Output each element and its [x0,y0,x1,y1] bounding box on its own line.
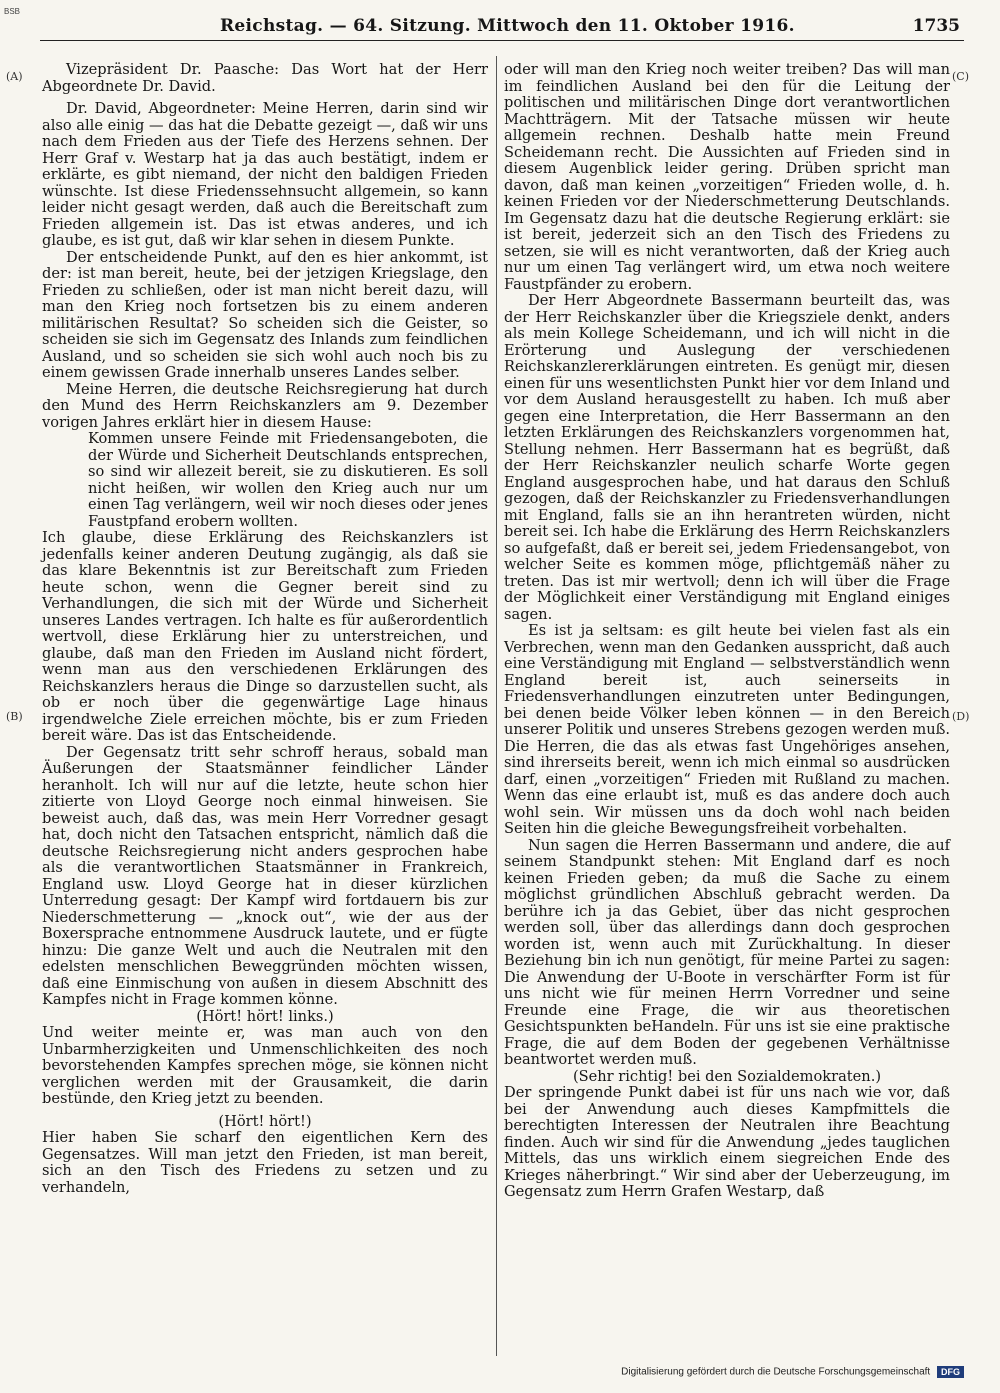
paragraph: oder will man den Krieg noch weiter treiben? Das will man im feindlichen Ausland bei den für die Leitung der politischen und militärischen Dinge dort verantwortlichen Machtträgern. Mit der Tatsache müssen wir heute allgemein rechnen. Deshalb hatte mein Freund Scheidemann recht. Die Aussichten auf Frieden sind in diesem Augenblick leider gering. Drüben spricht man davon, daß man keinen „vorzeitigen“ Frieden wolle, d. h. keinen Frieden vor der Niederschmetterung Deutschlands. Im Gegensatz dazu hat die deutsche Regierung erklärt: sie ist bereit, jederzeit sich an den Tisch des Friedens zu setzen, sie will es nicht verantworten, daß der Krieg auch nur um einen Tag verlängert wird, um etwa noch weitere Faustpfänder zu erobern. [504,61,950,293]
column-divider [496,56,497,1356]
paragraph: Der entscheidende Punkt, auf den es hier ankommt, ist der: ist man bereit, heute, bei der jetzigen Kriegslage, den Frieden zu schließen, oder ist man nicht bereit dazu, will man den Krieg noch fortsetzen bis zu einem anderen militärischen Resultat? So scheiden sich die Geister, so scheiden sie sich im Gegensatz des Inlands zum feindlichen Ausland, und so scheiden sie sich wohl auch noch bis zu einem gewissen Grade innerhalb unseres Landes selber. [42,248,488,381]
page-header [40,14,964,41]
paragraph: Der Gegensatz tritt sehr schroff heraus, sobald man Äußerungen der Staatsmänner feindlicher Länder heranholt. Ich will nur auf die letzte, heute schon hier zitierte von Lloyd George noch einmal hinweisen. Sie beweist auch, daß das, was mein Herr Vorredner gesagt hat, doch nicht den Tatsachen entspricht, nämlich daß die deutsche Reichsregierung nicht anders gesprochen habe als die verantwortlichen Staatsmänner in Frankreich, England usw. Lloyd George hat in dieser kürzlichen Unterredung gesagt: Der Kampf wird fortdauern bis zur Niederschmetterung — „knock out“, wie der aus der Boxersprache entnommene Ausdruck lautete, und er fügte hinzu: Die ganze Welt und auch die Neutralen mit den edelsten menschlichen Beweggründen möchten wissen, daß eine Einmischung von außen in diesem Abschnitt des Kampfes nicht in Frage kommen könne. [42,743,488,1008]
paragraph: Ich glaube, diese Erklärung des Reichskanzlers ist jedenfalls keiner anderen Deutung zugängig, als daß sie das klare Bekenntnis ist zur Bereitschaft zum Frieden heute schon, wenn die Gegner bereit sind zu Verhandlungen, die sich mit der Würde und Sicherheit unseres Landes vertragen. Ich halte es für außerordentlich wertvoll, diese Erklärung hier zu unterstreichen, und glaube, daß man den Frieden im Ausland nicht fördert, wenn man aus den verschiedenen Erklärungen des Reichskanzlers heraus die Dinge so darzustellen sucht, als ob er noch über die gegenwärtige Lage hinaus irgendwelche Ziele erreichen möchte, bis er zum Frieden bereit wäre. Das ist das Entscheidende. [42,529,488,744]
margin-mark-d: (D) [952,710,970,723]
paragraph: Dr. David, Abgeordneter: Meine Herren, darin sind wir also alle einig — das hat die Debatte gezeigt —, daß wir uns nach dem Frieden aus der Tiefe des Herzens sehnen. Der Herr Graf v. Westarp hat ja das auch bestätigt, indem er erklärte, es gibt niemand, der nicht den baldigen Frieden wünschte. Ist diese Friedenssehnsucht allgemein, so kann leider nicht gesagt werden, daß auch die Bereitschaft zum Frieden allgemein ist. Das ist etwas anderes, und ich glaube, es ist gut, daß wir klar sehen in diesem Punkte. [42,100,488,249]
paragraph: Meine Herren, die deutsche Reichsregierung hat durch den Mund des Herrn Reichskanzlers am 9. Dezember vorigen Jahres erklärt hier in diesem Hause: [42,380,488,431]
interjection: (Hört! hört!) [218,1112,312,1130]
paragraph: Nun sagen die Herren Bassermann und andere, die auf seinem Standpunkt stehen: Mit England darf es noch keinen Frieden geben; da muß die Sache zu einem möglichst gründlichen Abschluß gebracht werden. Da berühre ich ja das Gebiet, über das nicht gesprochen werden soll, über das allerdings dann doch gesprochen worden ist, wenn auch mit Zurückhaltung. In dieser Beziehung bin ich nun genötigt, für meine Partei zu sagen: Die Anwendung der U-Boote in verschärfter Form ist für uns nicht wie für meinen Herrn Vorredner und seine Freunde eine Frage, die wir aus theoretischen Gesichtspunkten beHandeln. Für uns ist sie eine praktische Frage, die auf dem Boden der gegebenen Verhältnisse beantwortet werden muß. [504,836,950,1068]
dfg-logo: DFG [937,1366,964,1378]
library-mark: BSB [4,7,21,16]
right-column [504,62,950,1201]
left-column [42,62,488,1196]
footer-text: Digitalisierung gefördert durch die Deutsche Forschungsgemeinschaft [621,1366,931,1378]
paragraph: Der springende Punkt dabei ist für uns nach wie vor, daß bei der Anwendung auch dieses Kampfmittels die berechtigten Interessen der Neutralen ihre Beachtung finden. Auch wir sind für die Anwendung „jedes tauglichen Mittels, das uns wirklich einem siegreichen Ende des Krieges näherbringt.“ Wir sind aber der Ueberzeugung, im Gegensatz zum Herrn Grafen Westarp, daß [504,1084,950,1200]
page-number: 1735 [912,16,960,36]
quotation: Kommen unsere Feinde mit Friedensangeboten, die der Würde und Sicherheit Deutschlands entsprechen, so sind wir allezeit bereit, sie zu diskutieren. Es soll nicht heißen, wir wollen den Krieg auch nur um einen Tag verlängern, weil wir noch dieses oder jenes Faustpfand erobern wollten. [88,430,488,530]
paragraph: Hier haben Sie scharf den eigentlichen Kern des Gegensatzes. Will man jetzt den Frieden, ist man bereit, sich an den Tisch des Friedens zu setzen und zu verhandeln, [42,1129,488,1196]
paragraph: Und weiter meinte er, was man auch von den Unbarmherzigkeiten und Unmenschlichkeiten des noch bevorstehenden Kampfes sprechen möge, sie können nicht verglichen werden mit der Grausamkeit, die darin bestünde, den Krieg jetzt zu beenden. [42,1024,488,1107]
footer [621,1366,964,1378]
running-headline: Reichstag. — 64. Sitzung. Mittwoch den 11. Oktober 1916. [220,16,795,36]
paragraph: Es ist ja seltsam: es gilt heute bei vielen fast als ein Verbrechen, wenn man den Gedanken ausspricht, daß auch eine Verständigung mit England — selbstverständlich wenn England bereit ist, auch seinerseits in Friedensverhandlungen einzutreten unter Bedingungen, bei denen beide Völker leben können — in den Bereich unserer Politik und unseres Strebens gezogen werden muß. Die Herren, die das als etwas fast Ungehöriges ansehen, sind ihrerseits bereit, wenn ich mich einmal so ausdrücken darf, einen „vorzeitigen“ Frieden mit Rußland zu machen. Wenn das eine erlaubt ist, muß es das andere doch auch wohl sein. Wir müssen uns da doch wohl nach beiden Seiten hin die gleiche Bewegungsfreiheit vorbehalten. [504,622,950,837]
interjection: (Hört! hört! links.) [196,1007,334,1025]
margin-mark-b: (B) [6,710,23,723]
interjection: (Sehr richtig! bei den Sozialdemokraten.) [572,1067,882,1085]
margin-mark-a: (A) [6,70,23,83]
paragraph: Vizepräsident Dr. Paasche: Das Wort hat der Herr Abgeordnete Dr. David. [42,61,488,95]
margin-mark-c: (C) [952,70,969,83]
paragraph: Der Herr Abgeordnete Bassermann beurteilt das, was der Herr Reichskanzler über die Kriegsziele denkt, anders als mein Kollege Scheidemann, und ich will nicht in die Erörterung und Auslegung der verschiedenen Reichskanzlererklärungen eintreten. Es genügt mir, diesen einen für uns wesentlichsten Punkt hier vor dem Inland und vor dem Ausland herausgestellt zu haben. Ich muß aber gegen eine Interpretation, die Herr Bassermann an den letzten Erklärungen des Reichskanzlers vorgenommen hat, Stellung nehmen. Herr Bassermann hat es begrüßt, daß der Herr Reichskanzler neulich scharfe Worte gegen England ausgesprochen habe, und hat daraus den Schluß gezogen, daß der Reichskanzler zu Friedensverhandlungen mit England, falls sie an ihn herantreten würden, nicht bereit sei. Ich habe die Erklärung des Herrn Reichskanzlers so aufgefaßt, daß er bereit sei, jedem Friedensangebot, von welcher Seite es kommen möge, pflichtgemäß näher zu treten. Das ist mir wertvoll; denn ich will über die Frage der Möglichkeit einer Verständigung mit England einiges sagen. [504,292,950,623]
